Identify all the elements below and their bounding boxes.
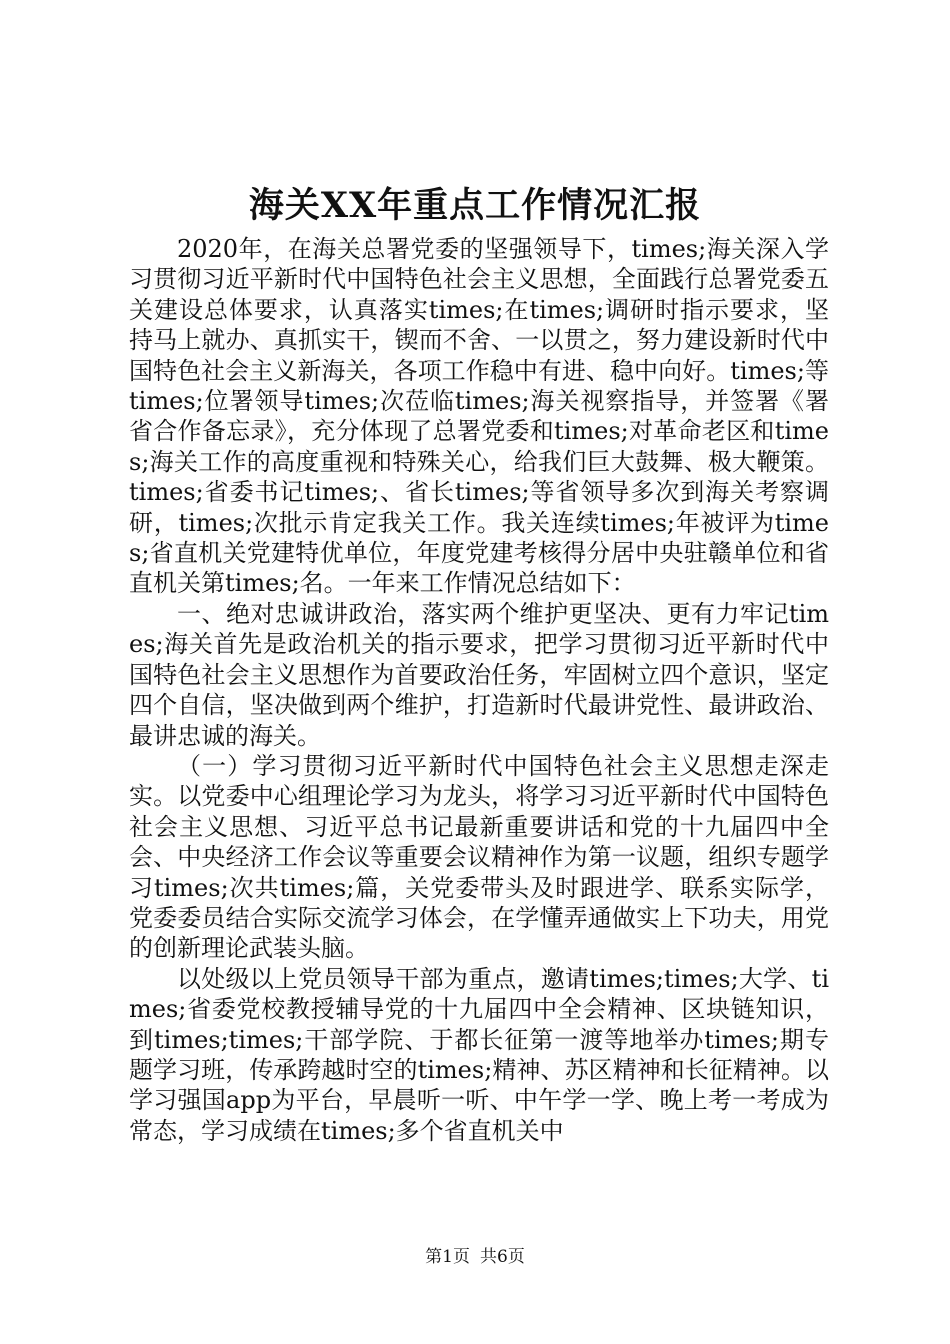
page-total: 共6页 (480, 1247, 525, 1267)
paragraph-section-1: 一、绝对忠诚讲政治，落实两个维护更坚决、更有力牢记times;海关首先是政治机关的指示要求，把学习贯彻习近平新时代中国特色社会主义思想作为首要政治任务，牢固树立四个意识，坚定四个自信，坚决做到两个维护，打造新时代最讲党性、最讲政治、最讲忠诚的海关。 (129, 599, 829, 750)
paragraph-study-training: 以处级以上党员领导干部为重点，邀请times;times;大学、times;省委党校教授辅导党的十九届四中全会精神、区块链知识，到times;times;干部学院、于都长征第一渡等地举办times;期专题学习班，传承跨越时空的times;精神、苏区精神和长征精神。以学习强国app为平台，早晨听一听、中午学一学、晚上考一考成为常态，学习成绩在times;多个省直机关中 (129, 964, 829, 1145)
document-title: 海关XX年重点工作情况汇报 (248, 185, 702, 226)
paragraph-intro: 2020年，在海关总署党委的坚强领导下，times;海关深入学习贯彻习近平新时代中国特色社会主义思想，全面践行总署党委五关建设总体要求，认真落实times;在times;调研时指示要求，坚持马上就办、真抓实干，锲而不舍、一以贯之，努力建设新时代中国特色社会主义新海关，各项工作稳中有进、稳中向好。times;等times;位署领导times;次莅临times;海关视察指导，并签署《署省合作备忘录》，充分体现了总署党委和times;对革命老区和times;海关工作的高度重视和特殊关心，给我们巨大鼓舞、极大鞭策。times;省委书记times;、省长times;等省领导多次到海关考察调研，times;次批示肯定我关工作。我关连续times;年被评为times;省直机关党建特优单位，年度党建考核得分居中央驻赣单位和省直机关第times;名。一年来工作情况总结如下： (129, 235, 829, 598)
document-body (129, 234, 829, 1146)
paragraph-subsection-1: （一）学习贯彻习近平新时代中国特色社会主义思想走深走实。以党委中心组理论学习为龙头，将学习习近平新时代中国特色社会主义思想、习近平总书记最新重要讲话和党的十九届四中全会、中央经济工作会议等重要会议精神作为第一议题，组织专题学习times;次共times;篇，关党委带头及时跟进学、联系实际学，党委委员结合实际交流学习体会，在学懂弄通做实上下功夫，用党的创新理论武装头脑。 (129, 751, 829, 963)
page-footer (0, 1246, 950, 1268)
page-number: 第1页 (425, 1247, 470, 1267)
